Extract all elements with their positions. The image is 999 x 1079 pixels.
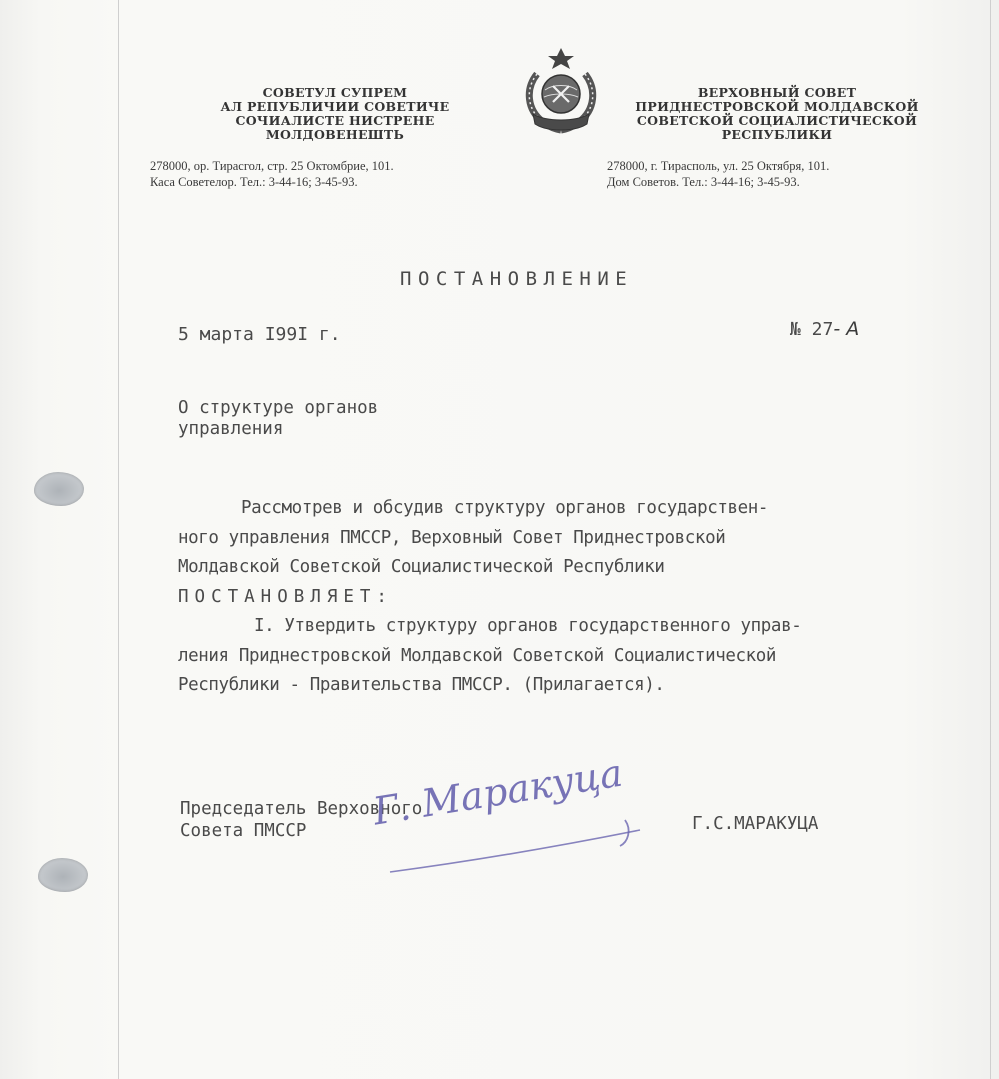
letterhead-left [170,86,500,142]
signature-underline [370,790,670,890]
document-number-prefix: № 27 [790,319,834,340]
letterhead-left-line: АЛ РЕПУБЛИЧИИ СОВЕТИЧЕ [220,99,450,114]
document-subject [178,398,378,440]
item-line: I. Утвердить структуру органов государственного управ- [254,616,802,636]
letterhead-left-line: СОЧИАЛИСТЕ НИСТРЕНЕ [235,113,435,128]
margin-line [118,0,119,1079]
signatory-title-line: Совета ПМССР [180,821,307,841]
document-number [790,318,859,340]
item-line: Республики - Правительства ПМССР. (Прилагается). [178,675,665,695]
body-line: ного управления ПМССР, Верховный Совет Приднестровской [178,527,726,548]
letterhead-left-line: СОВЕТУЛ СУПРЕМ [262,85,408,100]
letterhead-right [612,86,942,142]
letterhead-right-line: ВЕРХОВНЫЙ СОВЕТ [697,85,857,100]
address-left-line: Каса Советелор. Тел.: 3-44-16; 3-45-93. [150,175,358,189]
address-left [150,158,394,190]
body-line: Рассмотрев и обсудив структуру органов государствен- [241,498,769,518]
document-number-suffix: - А [833,318,860,340]
signatory-name: Г.С.МАРАКУЦА [692,814,819,834]
document-date: 5 марта I99I г. [178,324,341,345]
resolves-heading: ПОСТАНОВЛЯЕТ: [178,586,393,607]
letterhead-right-line: РЕСПУБЛИКИ [721,127,833,142]
subject-line: О структуре органов [178,398,379,418]
document-title: ПОСТАНОВЛЕНИЕ [400,268,634,290]
signature-text: Г. Маракуца [370,750,626,834]
punch-hole [38,858,88,892]
letterhead-left-line: МОЛДОВЕНЕШТЬ [265,127,405,142]
item-line: ления Приднестровской Молдавской Советской Социалистической [178,645,777,666]
handwritten-signature [370,750,670,890]
document-body [178,494,801,701]
letterhead-right-line: СОВЕТСКОЙ СОЦИАЛИСТИЧЕСКОЙ [636,113,918,128]
punch-hole [34,472,84,506]
address-left-line: 278000, ор. Тирасгол, стр. 25 Октомбрие, 101. [150,159,394,173]
address-right [607,158,829,190]
address-right-line: 278000, г. Тирасполь, ул. 25 Октября, 101. [607,159,830,173]
signatory-title-line: Председатель Верховного [180,799,423,819]
margin-line [990,0,991,1079]
address-right-line: Дом Советов. Тел.: 3-44-16; 3-45-93. [607,175,800,189]
body-line: Молдавской Советской Социалистической Республики [178,557,665,577]
state-emblem-icon [515,44,607,136]
letterhead-right-line: ПРИДНЕСТРОВСКОЙ МОЛДАВСКОЙ [635,99,919,114]
subject-line: управления [178,419,284,439]
